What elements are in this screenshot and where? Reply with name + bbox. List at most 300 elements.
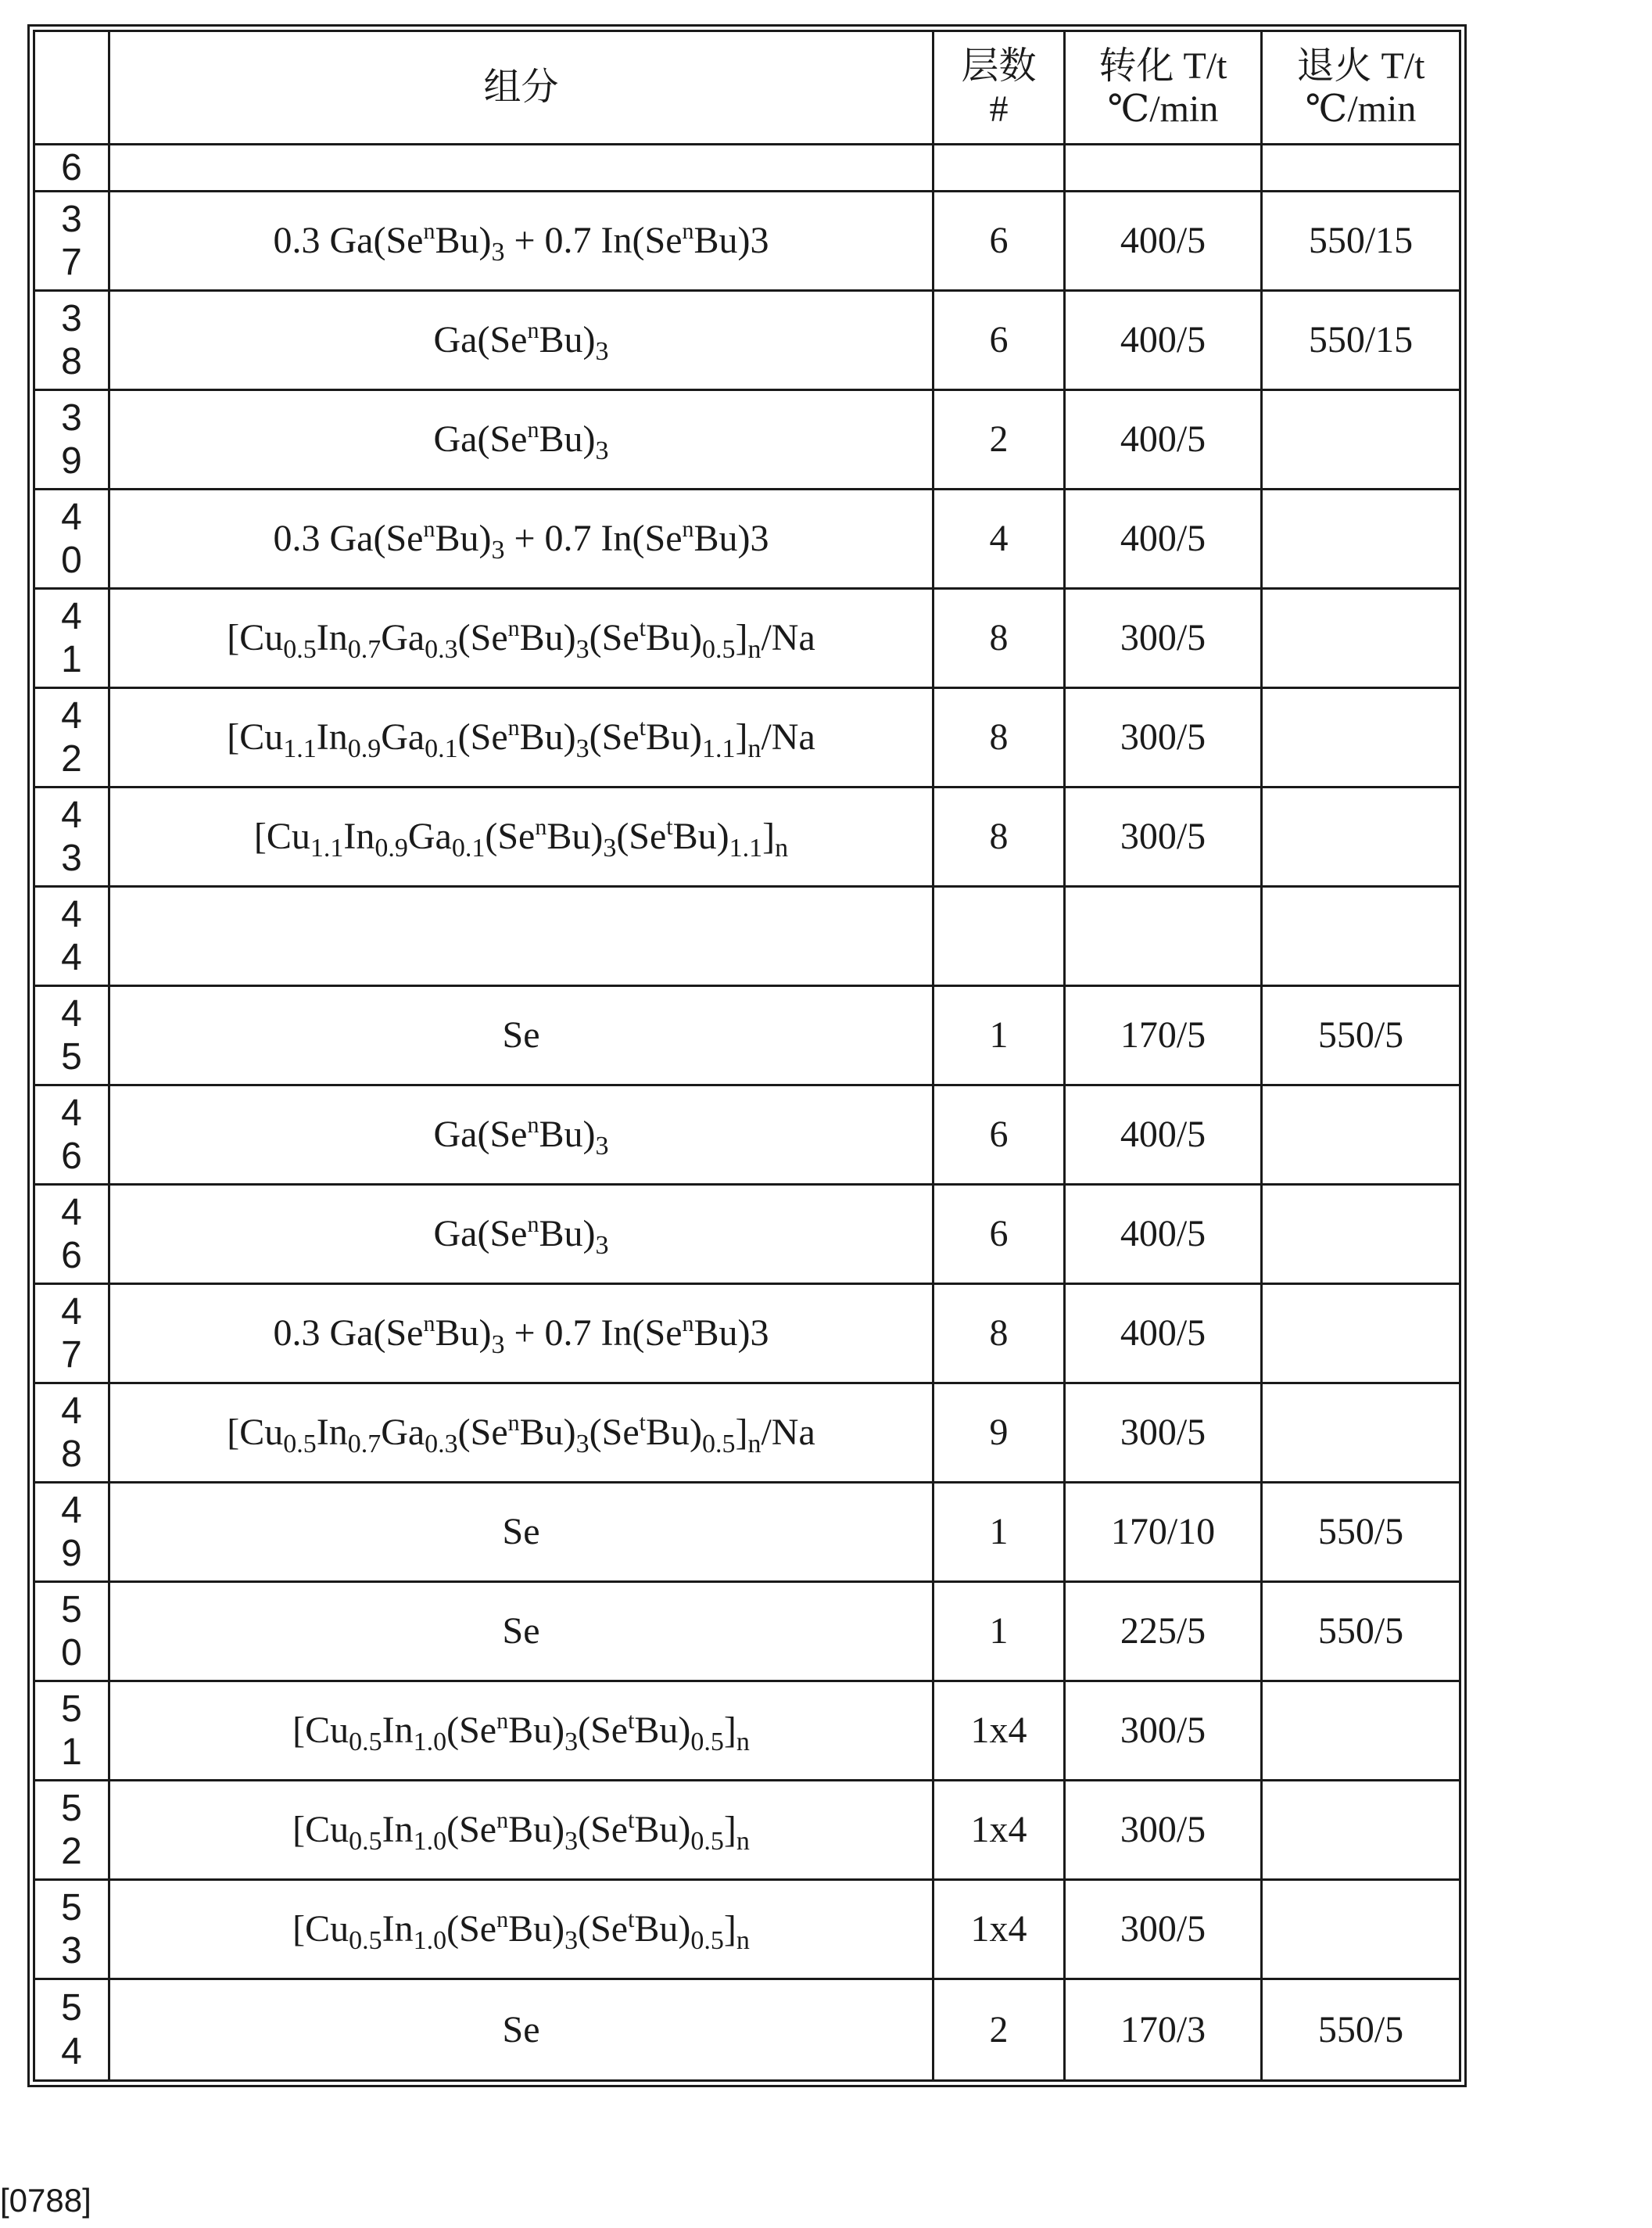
table-row: [34, 1383, 1460, 1483]
row-id-digit: 3: [61, 1930, 82, 1971]
composition-part: In: [382, 1710, 414, 1752]
row-id-digit: 5: [61, 1886, 82, 1928]
composition-part: n: [682, 218, 694, 245]
composition-part: Bu)3: [693, 1312, 769, 1354]
composition-part: [Cu: [227, 1412, 284, 1454]
row-id-cell: [34, 788, 109, 887]
composition-part: Ga: [407, 816, 452, 858]
composition-part: n: [527, 417, 539, 443]
row-id-cell: [34, 688, 109, 788]
conversion-cell: 400/5: [1065, 1085, 1262, 1185]
composition-part: 3: [595, 436, 609, 466]
composition-part: 1.0: [413, 1827, 447, 1857]
table-row: [34, 1483, 1460, 1582]
composition-part: t: [628, 1907, 635, 1933]
table-row: [34, 291, 1460, 390]
composition-part: Bu): [546, 816, 604, 858]
composition-part: [Cu: [227, 617, 284, 659]
header-conversion-label: 转化 T/t: [1098, 45, 1227, 87]
composition-part: 0.1: [451, 834, 486, 863]
anneal-cell: [1262, 1383, 1460, 1483]
composition-part: n: [535, 814, 547, 841]
composition-part: /Na: [761, 1412, 815, 1454]
composition-part: t: [628, 1708, 635, 1735]
composition-part: n: [527, 1112, 539, 1139]
composition-cell: [109, 1681, 934, 1781]
composition-part: [Cu: [292, 1710, 349, 1752]
composition-cell: [109, 1383, 934, 1483]
composition-part: (Se: [457, 716, 508, 759]
composition-part: (Se: [457, 617, 508, 659]
composition-part: Bu): [634, 1710, 691, 1752]
anneal-cell: [1262, 788, 1460, 887]
layers-cell: [934, 887, 1065, 986]
composition-part: Bu)3: [693, 220, 769, 262]
row-id-digit: 5: [61, 1787, 82, 1829]
composition-part: 0.9: [347, 734, 382, 764]
composition-part: ]: [735, 716, 748, 759]
composition-part: t: [639, 715, 646, 741]
header-layers: [934, 31, 1065, 145]
header-conversion-unit: ℃/min: [1107, 88, 1219, 130]
table-row: [34, 1185, 1460, 1284]
header-layers-label: 层数: [961, 43, 1037, 88]
composition-part: n: [747, 734, 761, 764]
paragraph-number: [0788]: [0, 2182, 91, 2219]
composition-part: Se: [502, 2008, 540, 2050]
composition-part: 0.3: [425, 635, 458, 665]
composition-part: 0.5: [701, 635, 736, 665]
layers-cell: 8: [934, 688, 1065, 788]
header-anneal-label: 退火 T/t: [1296, 45, 1425, 87]
composition-part: n: [682, 516, 694, 543]
composition-part: 3: [595, 337, 609, 367]
composition-part: 0.5: [701, 1430, 736, 1459]
composition-part: Bu): [645, 1412, 702, 1454]
header-row: [34, 31, 1460, 145]
composition-part: Ga(Se: [433, 1213, 528, 1255]
composition-part: n: [747, 635, 761, 665]
composition-part: 0.5: [283, 635, 317, 665]
header-anneal: [1262, 31, 1460, 145]
conversion-cell: [1065, 887, 1262, 986]
row-id-cell: [34, 1582, 109, 1681]
composition-part: t: [639, 615, 646, 642]
composition-part: 0.3 Ga(Se: [273, 518, 424, 560]
composition-part: 0.3 Ga(Se: [273, 220, 424, 262]
conversion-cell: 400/5: [1065, 1284, 1262, 1383]
composition-cell: [109, 145, 934, 192]
conversion-cell: 300/5: [1065, 1681, 1262, 1781]
conversion-cell: 400/5: [1065, 291, 1262, 390]
row-id-digit: 5: [61, 1588, 82, 1631]
composition-part: 1.1: [729, 834, 763, 863]
composition-cell: [109, 1781, 934, 1880]
composition-cell: [109, 1185, 934, 1284]
row-id-cell: [34, 1383, 109, 1483]
composition-part: Bu): [645, 716, 702, 759]
row-id-digit: 4: [61, 1489, 82, 1531]
row-id-digit: 6: [61, 1235, 82, 1276]
composition-part: Bu): [539, 418, 596, 461]
row-id-cell: [34, 390, 109, 490]
composition-part: (Se: [589, 1412, 640, 1454]
composition-cell: [109, 1880, 934, 1979]
composition-part: 3: [575, 1430, 589, 1459]
row-id-digit: 2: [61, 1831, 82, 1872]
anneal-cell: [1262, 145, 1460, 192]
conversion-cell: [1065, 145, 1262, 192]
layers-cell: 1x4: [934, 1681, 1065, 1781]
composition-part: 0.5: [283, 1430, 317, 1459]
layers-cell: 8: [934, 788, 1065, 887]
composition-cell: [109, 390, 934, 490]
row-id-digit: 4: [61, 1290, 82, 1333]
row-id-digit: 1: [61, 639, 82, 680]
row-id-cell: [34, 1085, 109, 1185]
layers-cell: 8: [934, 589, 1065, 688]
table-row: [34, 1582, 1460, 1681]
composition-part: Ga: [381, 716, 425, 759]
composition-part: 0.3: [425, 1430, 458, 1459]
composition-part: n: [507, 1410, 520, 1437]
composition-part: 1.1: [310, 834, 344, 863]
row-id-digit: 8: [61, 341, 82, 382]
composition-part: [Cu: [292, 1908, 349, 1950]
composition-part: (Se: [578, 1710, 629, 1752]
composition-part: In: [316, 617, 348, 659]
table-row: [34, 1781, 1460, 1880]
composition-part: ]: [723, 1710, 736, 1752]
conversion-cell: 170/3: [1065, 1979, 1262, 2081]
row-id-cell: [34, 192, 109, 291]
table-row: [34, 986, 1460, 1085]
data-table: [33, 30, 1461, 2082]
row-id-digit: 4: [61, 595, 82, 637]
composition-part: 0.3 Ga(Se: [273, 1312, 424, 1354]
layers-cell: 4: [934, 490, 1065, 589]
composition-part: 1.0: [413, 1728, 447, 1757]
anneal-cell: [1262, 887, 1460, 986]
composition-part: Bu): [508, 1809, 565, 1851]
composition-part: Ga(Se: [433, 418, 528, 461]
row-id-cell: [34, 1681, 109, 1781]
conversion-cell: 300/5: [1065, 1880, 1262, 1979]
header-anneal-unit: ℃/min: [1305, 88, 1417, 130]
anneal-cell: 550/5: [1262, 1483, 1460, 1582]
anneal-cell: 550/15: [1262, 291, 1460, 390]
composition-part: (Se: [589, 716, 640, 759]
layers-cell: 1: [934, 1582, 1065, 1681]
anneal-cell: 550/5: [1262, 1979, 1460, 2081]
composition-part: t: [628, 1807, 635, 1834]
anneal-cell: 550/5: [1262, 986, 1460, 1085]
composition-part: n: [496, 1907, 509, 1933]
composition-part: (Se: [446, 1809, 497, 1851]
composition-part: 3: [575, 734, 589, 764]
anneal-cell: [1262, 1085, 1460, 1185]
composition-part: Bu): [539, 319, 596, 361]
anneal-cell: [1262, 688, 1460, 788]
layers-cell: [934, 145, 1065, 192]
composition-part: In: [316, 1412, 348, 1454]
anneal-cell: [1262, 1681, 1460, 1781]
composition-part: ]: [735, 617, 748, 659]
header-conversion: [1065, 31, 1262, 145]
composition-part: Bu): [435, 518, 492, 560]
composition-part: Bu): [539, 1213, 596, 1255]
row-id-digit: 9: [61, 1533, 82, 1574]
composition-part: n: [423, 218, 435, 245]
composition-part: 3: [575, 635, 589, 665]
row-id-digit: 2: [61, 738, 82, 780]
row-id-digit: 5: [61, 1688, 82, 1730]
composition-cell: [109, 1582, 934, 1681]
header-id: [34, 31, 109, 145]
row-id-digit: 6: [61, 1136, 82, 1177]
composition-part: n: [775, 834, 789, 863]
composition-cell: [109, 1085, 934, 1185]
anneal-cell: [1262, 1185, 1460, 1284]
composition-cell: [109, 589, 934, 688]
composition-part: Bu): [519, 617, 576, 659]
anneal-cell: [1262, 1880, 1460, 1979]
composition-part: + 0.7 In(Se: [504, 220, 683, 262]
composition-part: n: [507, 715, 520, 741]
composition-part: (Se: [485, 816, 536, 858]
composition-part: Se: [502, 1511, 540, 1553]
composition-part: /Na: [761, 716, 815, 759]
composition-part: 3: [595, 1231, 609, 1261]
row-id-cell: [34, 1781, 109, 1880]
composition-part: Bu): [645, 617, 702, 659]
table-row: [34, 1085, 1460, 1185]
composition-part: n: [496, 1708, 509, 1735]
composition-part: 3: [564, 1827, 579, 1857]
composition-part: n: [507, 615, 520, 642]
composition-part: In: [382, 1908, 414, 1950]
anneal-cell: [1262, 589, 1460, 688]
composition-part: Ga: [381, 1412, 425, 1454]
row-id-cell: [34, 1483, 109, 1582]
conversion-cell: 300/5: [1065, 688, 1262, 788]
layers-cell: 9: [934, 1383, 1065, 1483]
row-id-digit: 4: [61, 2030, 82, 2072]
composition-part: 0.9: [374, 834, 408, 863]
composition-part: 0.5: [690, 1728, 724, 1757]
composition-part: n: [496, 1807, 509, 1834]
row-id-digit: 0: [61, 1632, 82, 1674]
row-id-cell: [34, 1979, 109, 2081]
composition-part: Bu): [435, 220, 492, 262]
row-id-digit: 5: [61, 1036, 82, 1078]
composition-part: Bu): [634, 1908, 691, 1950]
composition-part: n: [747, 1430, 761, 1459]
composition-part: Bu): [435, 1312, 492, 1354]
row-id-digit: 4: [61, 1191, 82, 1233]
conversion-cell: 225/5: [1065, 1582, 1262, 1681]
table-row: [34, 887, 1460, 986]
composition-part: In: [343, 816, 375, 858]
layers-cell: 6: [934, 192, 1065, 291]
composition-cell: [109, 788, 934, 887]
composition-part: Bu): [634, 1809, 691, 1851]
row-id-digit: 3: [61, 838, 82, 879]
layers-cell: 6: [934, 1085, 1065, 1185]
composition-part: 0.1: [425, 734, 458, 764]
composition-cell: [109, 1979, 934, 2081]
composition-part: (Se: [589, 617, 640, 659]
composition-part: Bu): [508, 1908, 565, 1950]
row-id-digit: 4: [61, 893, 82, 935]
composition-part: (Se: [616, 816, 667, 858]
layers-cell: 8: [934, 1284, 1065, 1383]
anneal-cell: [1262, 1781, 1460, 1880]
composition-part: (Se: [578, 1908, 629, 1950]
composition-part: (Se: [457, 1412, 508, 1454]
composition-part: 1.0: [413, 1926, 447, 1956]
composition-part: Bu): [519, 716, 576, 759]
composition-part: + 0.7 In(Se: [504, 1312, 683, 1354]
composition-part: 0.5: [349, 1827, 382, 1857]
layers-cell: 1x4: [934, 1781, 1065, 1880]
composition-part: 0.7: [347, 635, 382, 665]
composition-part: n: [423, 516, 435, 543]
table-row: [34, 490, 1460, 589]
composition-part: (Se: [578, 1809, 629, 1851]
composition-part: [Cu: [292, 1809, 349, 1851]
row-id-digit: 1: [61, 1731, 82, 1773]
row-id-digit: 7: [61, 242, 82, 283]
composition-part: Bu)3: [693, 518, 769, 560]
conversion-cell: 170/10: [1065, 1483, 1262, 1582]
header-composition: 组分: [109, 31, 934, 145]
composition-part: 3: [491, 1330, 505, 1360]
composition-part: (Se: [446, 1908, 497, 1950]
composition-cell: [109, 1284, 934, 1383]
row-id-digit: 4: [61, 1390, 82, 1432]
composition-part: [Cu: [253, 816, 310, 858]
anneal-cell: [1262, 490, 1460, 589]
conversion-cell: 170/5: [1065, 986, 1262, 1085]
composition-part: 3: [603, 834, 617, 863]
composition-part: n: [736, 1728, 750, 1757]
composition-part: Bu): [672, 816, 729, 858]
row-id-cell: [34, 1880, 109, 1979]
composition-part: 3: [491, 536, 505, 565]
composition-part: In: [382, 1809, 414, 1851]
conversion-cell: 300/5: [1065, 1781, 1262, 1880]
composition-part: t: [639, 1410, 646, 1437]
row-id-digit: 9: [61, 440, 82, 482]
anneal-cell: 550/15: [1262, 192, 1460, 291]
composition-part: ]: [735, 1412, 748, 1454]
row-id-digit: 3: [61, 198, 82, 240]
composition-part: n: [736, 1926, 750, 1956]
layers-cell: 6: [934, 291, 1065, 390]
composition-part: [Cu: [227, 716, 284, 759]
layers-cell: 1x4: [934, 1880, 1065, 1979]
composition-part: 3: [595, 1132, 609, 1161]
conversion-cell: 400/5: [1065, 1185, 1262, 1284]
composition-part: 0.7: [347, 1430, 382, 1459]
composition-part: 0.5: [349, 1728, 382, 1757]
row-id-cell: [34, 490, 109, 589]
row-id-digit: 4: [61, 937, 82, 978]
row-id-cell: [34, 986, 109, 1085]
row-id-digit: 3: [61, 297, 82, 339]
composition-part: 3: [491, 238, 505, 267]
table-row: [34, 1681, 1460, 1781]
row-id-digit: 0: [61, 540, 82, 581]
composition-part: Ga(Se: [433, 1114, 528, 1156]
composition-part: ]: [762, 816, 776, 858]
table-row: [34, 192, 1460, 291]
composition-part: n: [527, 1211, 539, 1238]
composition-cell: [109, 192, 934, 291]
composition-cell: [109, 986, 934, 1085]
composition-part: /Na: [761, 617, 815, 659]
header-layers-unit: #: [989, 88, 1009, 130]
table-row: [34, 390, 1460, 490]
conversion-cell: 400/5: [1065, 490, 1262, 589]
table-row: [34, 788, 1460, 887]
composition-part: (Se: [446, 1710, 497, 1752]
composition-part: ]: [723, 1908, 736, 1950]
row-id-digit: 5: [61, 1987, 82, 2029]
composition-part: Se: [502, 1610, 540, 1652]
table-row: [34, 688, 1460, 788]
composition-cell: [109, 291, 934, 390]
composition-part: + 0.7 In(Se: [504, 518, 683, 560]
composition-part: Ga(Se: [433, 319, 528, 361]
row-id-cell: [34, 145, 109, 192]
composition-part: n: [423, 1311, 435, 1337]
composition-part: 3: [564, 1926, 579, 1956]
row-id-digit: 3: [61, 396, 82, 439]
table-body: [34, 145, 1460, 2081]
composition-cell: [109, 688, 934, 788]
row-id-cell: [34, 1284, 109, 1383]
composition-part: Bu): [539, 1114, 596, 1156]
composition-part: n: [682, 1311, 694, 1337]
composition-part: 1.1: [701, 734, 736, 764]
conversion-cell: 300/5: [1065, 589, 1262, 688]
table-row: [34, 1880, 1460, 1979]
row-id-cell: [34, 887, 109, 986]
row-id-digit: 7: [61, 1334, 82, 1376]
row-id-digit: 4: [61, 1092, 82, 1134]
table-row: [34, 145, 1460, 192]
anneal-cell: [1262, 390, 1460, 490]
conversion-cell: 400/5: [1065, 390, 1262, 490]
table-row: [34, 1284, 1460, 1383]
row-id-cell: [34, 291, 109, 390]
row-id-digit: 4: [61, 694, 82, 737]
table-row: [34, 1979, 1460, 2081]
layers-cell: 1: [934, 986, 1065, 1085]
anneal-cell: [1262, 1284, 1460, 1383]
composition-part: n: [736, 1827, 750, 1857]
row-id-digit: 6: [61, 146, 82, 188]
anneal-cell: 550/5: [1262, 1582, 1460, 1681]
composition-part: In: [316, 716, 348, 759]
composition-part: Se: [502, 1014, 540, 1057]
row-id-digit: 4: [61, 496, 82, 538]
composition-part: ]: [723, 1809, 736, 1851]
composition-part: t: [666, 814, 673, 841]
composition-part: 0.5: [690, 1827, 724, 1857]
